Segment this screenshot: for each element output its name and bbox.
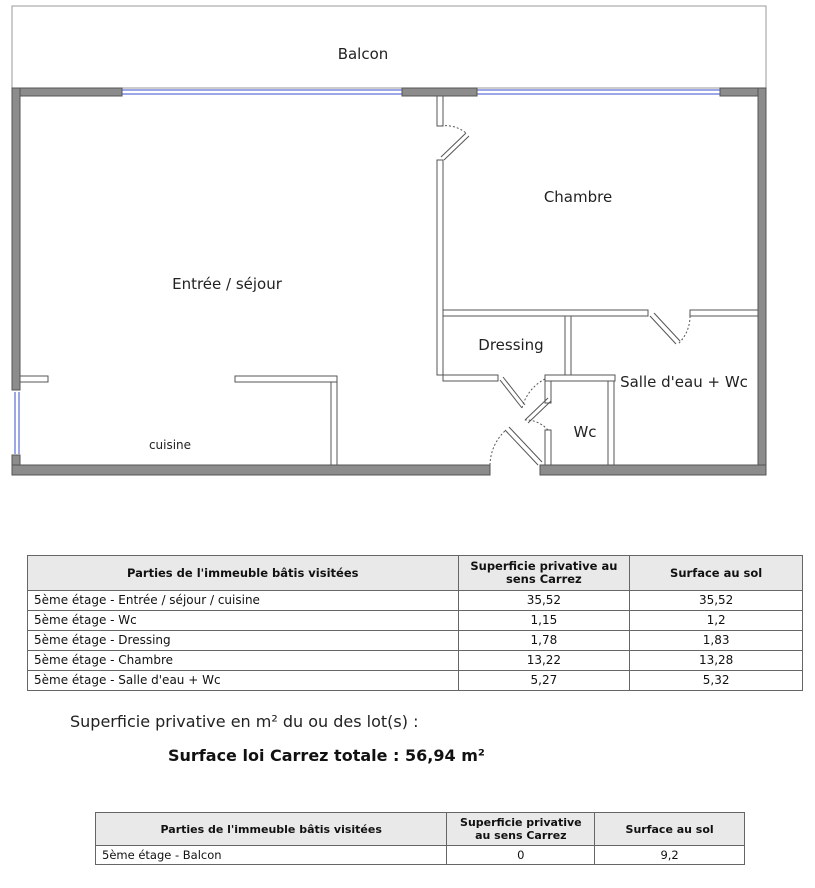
- room-label-wc: Wc: [573, 423, 597, 441]
- row-part: 5ème étage - Salle d'eau + Wc: [28, 671, 459, 691]
- row-sol: 35,52: [630, 591, 803, 611]
- table-row: [96, 846, 745, 865]
- row-part: 5ème étage - Wc: [28, 611, 459, 631]
- row-sol: 1,83: [630, 631, 803, 651]
- header-sol: Surface au sol: [630, 556, 803, 591]
- header-parties: Parties de l'immeuble bâtis visitées: [96, 813, 447, 846]
- header-parties: Parties de l'immeuble bâtis visitées: [28, 556, 459, 591]
- row-sol: 5,32: [630, 671, 803, 691]
- room-label-entree-sejour: Entrée / séjour: [172, 275, 282, 293]
- row-part: 5ème étage - Dressing: [28, 631, 459, 651]
- header-carrez: Superficie privative au sens Carrez: [458, 556, 630, 591]
- table-header-row: [28, 556, 803, 591]
- row-carrez: 5,27: [458, 671, 630, 691]
- outer-walls: [12, 88, 766, 475]
- row-part: 5ème étage - Entrée / séjour / cuisine: [28, 591, 459, 611]
- row-sol: 13,28: [630, 651, 803, 671]
- header-carrez: Superficie privative au sens Carrez: [447, 813, 595, 846]
- row-carrez: 0: [447, 846, 595, 865]
- room-label-dressing: Dressing: [478, 336, 544, 354]
- row-carrez: 13,22: [458, 651, 630, 671]
- row-sol: 9,2: [595, 846, 745, 865]
- table-row: [28, 671, 803, 691]
- row-sol: 1,2: [630, 611, 803, 631]
- doors: [441, 126, 690, 465]
- partitions: [20, 96, 758, 465]
- row-carrez: 35,52: [458, 591, 630, 611]
- table-header-row: [96, 813, 745, 846]
- surface-caption: Superficie privative en m² du ou des lot(s) :: [70, 712, 419, 731]
- table-row: [28, 611, 803, 631]
- carrez-surface-table: [27, 555, 803, 691]
- room-label-balcon: Balcon: [337, 45, 389, 63]
- carrez-total: Surface loi Carrez totale : 56,94 m²: [168, 746, 485, 765]
- room-label-salle-eau: Salle d'eau + Wc: [620, 373, 748, 391]
- row-carrez: 1,15: [458, 611, 630, 631]
- balcony-outline: [12, 6, 766, 88]
- header-sol: Surface au sol: [595, 813, 745, 846]
- row-carrez: 1,78: [458, 631, 630, 651]
- balcony-surface-table: [95, 812, 745, 865]
- table-row: [28, 651, 803, 671]
- row-part: 5ème étage - Balcon: [96, 846, 447, 865]
- row-part: 5ème étage - Chambre: [28, 651, 459, 671]
- table-row: [28, 631, 803, 651]
- room-label-chambre: Chambre: [543, 188, 613, 206]
- table-row: [28, 591, 803, 611]
- room-label-cuisine: cuisine: [148, 438, 192, 452]
